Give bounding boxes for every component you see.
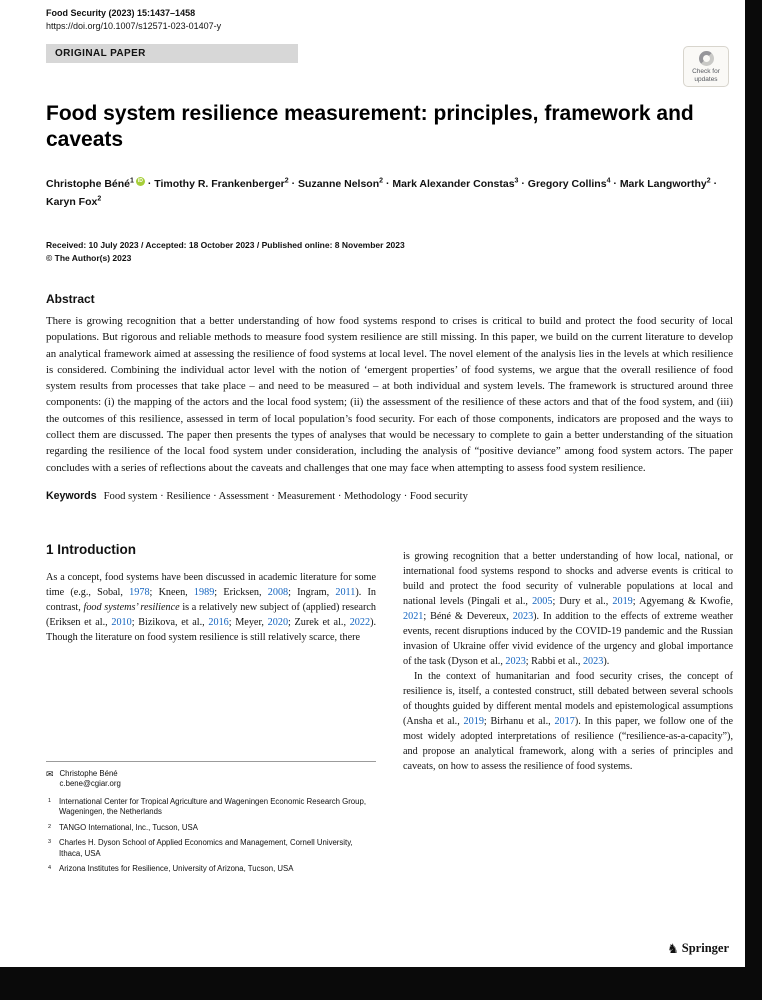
author-affiliation-ref: 1 [130, 177, 134, 184]
text-run: ; Zurek et al., [288, 616, 350, 628]
text-run: ). In this paper, we follow one of the most widely adopted interpretations of resilience (“resilience-as-a-capacity”), and propose an analytical framework, along with a series of principles and caveats, on how to assess the resilience of food systems. [403, 715, 733, 772]
springer-logo [667, 941, 729, 956]
text-run: is a relatively new subject of (applied) research (Eriksen et al., [46, 601, 376, 628]
citation-link[interactable]: 2005 [532, 595, 553, 607]
text-run: ; Rabbi et al., [525, 655, 583, 667]
envelope-icon: ✉ [46, 768, 54, 779]
author-name: Mark Langworthy$^2$ [619, 177, 711, 190]
abstract-text: There is growing recognition that a better understanding of how food systems respond to crises is critical to build and protect the food security of local populations. But rigorous and reliable methods to measure food system resilience are still missing. In this paper, we build on the current literature to develop an analytical framework aimed at assessing the resilience of food systems at local level. The novel element of the analysis lies in the levels at which resilience is considered. Combining the individual actor level with the notion of ‘emergent properties’ of food systems, we argue that the overall resilience of food system results from processes that take place – and need to be measured – at both individual and system levels. The framework is structured around three components: (i) the mapping of the actors and the local food system; (ii) the assessment of the resilience of these actors and that of the food system, and (iii) the outcomes of this resilience, assessed in term of local population’s food security. For each of those components, indicators are proposed and the ways to collect them are discussed. The paper then presents the types of analyses that would be necessary to complete to gain a better understanding of the situation regarding the resilience of the local food system under consideration, including the analysis of “positive deviance” among food system actors. The paper concludes with a series of reflections about the caveats and challenges that one may face when attempting to assess food system resilience. [46, 315, 733, 474]
check-for-updates-badge[interactable] [683, 46, 729, 87]
citation-link[interactable]: 2010 [111, 616, 132, 628]
text-run: ; Ingram, [288, 586, 336, 598]
citation-link[interactable]: 2020 [267, 616, 289, 628]
affiliation-item [46, 797, 376, 818]
copyright-line: © The Author(s) 2023 [46, 253, 132, 263]
dates-line: Received: 10 July 2023 / Accepted: 18 October 2023 / Published online: 8 November 2023 [46, 240, 405, 250]
affiliation-text: International Center for Tropical Agriculture and Wageningen Economic Research Group, Wageningen, the Netherlands [59, 796, 366, 817]
author-separator: · [383, 177, 393, 190]
author-affiliation-ref: 2 [706, 177, 711, 184]
citation-link[interactable]: 2023 [512, 610, 534, 622]
crossmark-icon [699, 51, 714, 66]
author-affiliation-ref: 2 [379, 177, 384, 184]
article-title: Food system resilience measurement: principles, framework and caveats [46, 102, 694, 151]
text-run: ; Bizikova, et al., [131, 616, 209, 628]
two-column-body [46, 542, 733, 884]
doi-link[interactable]: https://doi.org/10.1007/s12571-023-01407-y [46, 21, 222, 31]
affiliation-number: 4 [48, 865, 52, 872]
author-name: Karyn Fox$^2$ [46, 195, 102, 208]
author-name: Suzanne Nelson$^2$ [298, 177, 384, 190]
intro-paragraph-right-1 [403, 549, 733, 669]
citation-link[interactable]: 2023 [582, 655, 604, 667]
text-run: ). In addition to the effects of extreme weather events, recent disruptions induced by the COVID-19 pandemic and the Russian invasion of Ukraine offer vivid evidence of the urgency and global importance of the task (Dyson et al., [403, 610, 733, 667]
text-run: ). Though the literature on food system resilience is still relatively scarce, there [46, 616, 377, 643]
citation-link[interactable]: 2011 [335, 586, 356, 598]
left-column [46, 542, 376, 884]
article-type-box: ORIGINAL PAPER [46, 44, 298, 63]
affiliation-text: Arizona Institutes for Resilience, University of Arizona, Tucson, USA [59, 864, 294, 874]
author-separator: · [710, 177, 718, 190]
citation-link[interactable]: 2019 [463, 715, 484, 727]
author-separator: · [288, 177, 299, 190]
affiliation-item [46, 823, 376, 834]
citation-link[interactable]: 2016 [208, 616, 229, 628]
section-heading-introduction: 1 Introduction [46, 541, 136, 557]
author-name: Gregory Collins$^4$ [527, 177, 611, 190]
author-list [46, 173, 733, 210]
text-run: is growing recognition that a better understanding of how local, national, or international food systems respond to shocks and adverse events is critical to build and protect the food security of vulnerable populations at local and national levels (Pingali et al., [403, 550, 733, 607]
author-name: Timothy R. Frankenberger$^2$ [154, 177, 289, 190]
intro-paragraph-left [46, 570, 376, 645]
text-run: ; Kneen, [149, 586, 194, 598]
intro-paragraph-right-2 [403, 669, 733, 774]
keywords-line [46, 490, 733, 502]
keywords-label: Keywords [46, 489, 97, 502]
text-run: In the context of humanitarian and food security crises, the concept of resilience is, itself, a contested construct, still debated between several schools of thoughts guided by different mental models and epistemological assumptions (Ansha et al., [403, 670, 733, 727]
text-run: ; Agyemang & Kwofie, [632, 595, 733, 607]
citation-link[interactable]: 1978 [129, 586, 150, 598]
affiliation-list [46, 797, 376, 875]
author-affiliation-ref: 3 [514, 177, 519, 184]
affiliation-text: TANGO International, Inc., Tucson, USA [59, 822, 198, 832]
italic-term: food systems’ resilience [83, 601, 180, 613]
citation-link[interactable]: 1989 [193, 586, 215, 598]
text-run: As a concept, food systems have been discussed in academic literature for some time (e.g., Sobal, [46, 571, 376, 598]
author-name: Mark Alexander Constas$^3$ [392, 177, 519, 190]
text-run: ; Béné & Devereux, [423, 610, 513, 622]
citation-link[interactable]: 2021 [403, 610, 424, 622]
affiliation-number: 3 [48, 839, 52, 846]
author-separator: · [610, 177, 620, 190]
citation-link[interactable]: 2017 [554, 715, 575, 727]
abstract-heading: Abstract [46, 292, 95, 306]
affiliation-text: Charles H. Dyson School of Applied Economics and Management, Cornell University, Ithaca, USA [59, 838, 353, 858]
citation-link[interactable]: 2019 [612, 595, 633, 607]
text-run: ). [603, 655, 610, 667]
text-run: ; Meyer, [228, 616, 268, 628]
correspondence-email[interactable]: c.bene@cgiar.org [59, 779, 121, 789]
affiliation-number: 1 [48, 797, 52, 804]
journal-citation-line: Food Security (2023) 15:1437–1458 [46, 8, 196, 18]
footnote-block [46, 761, 376, 884]
keywords-text: Food system · Resilience · Assessment · Measurement · Methodology · Food security [103, 490, 468, 502]
text-run: ; Birhanu et al., [483, 715, 555, 727]
text-run: ). In contrast, [46, 586, 376, 613]
citation-link[interactable]: 2023 [505, 655, 526, 667]
affiliation-item [46, 838, 376, 859]
author-name: Christophe Béné$^1$ [46, 177, 134, 190]
orcid-icon[interactable]: iD [137, 178, 143, 184]
author-affiliation-ref: 4 [606, 177, 611, 184]
check-badge-label: Check for updates [692, 68, 720, 83]
springer-wordmark: Springer [681, 941, 729, 955]
affiliation-item [46, 864, 376, 875]
author-affiliation-ref: 2 [97, 195, 102, 203]
springer-horse-icon: ♞ [667, 941, 679, 956]
author-separator: · [518, 177, 528, 190]
text-run: ; Ericksen, [214, 586, 268, 598]
author-affiliation-ref: 2 [284, 177, 289, 184]
correspondence-block [46, 769, 376, 790]
citation-link[interactable]: 2008 [267, 586, 289, 598]
correspondence-name: Christophe Béné [59, 768, 118, 778]
text-run: ; Dury et al., [552, 595, 613, 607]
author-separator: · [144, 177, 155, 190]
citation-link[interactable]: 2022 [349, 616, 371, 628]
correspondence-details [60, 769, 121, 790]
right-column [403, 542, 733, 884]
affiliation-number: 2 [48, 823, 52, 830]
